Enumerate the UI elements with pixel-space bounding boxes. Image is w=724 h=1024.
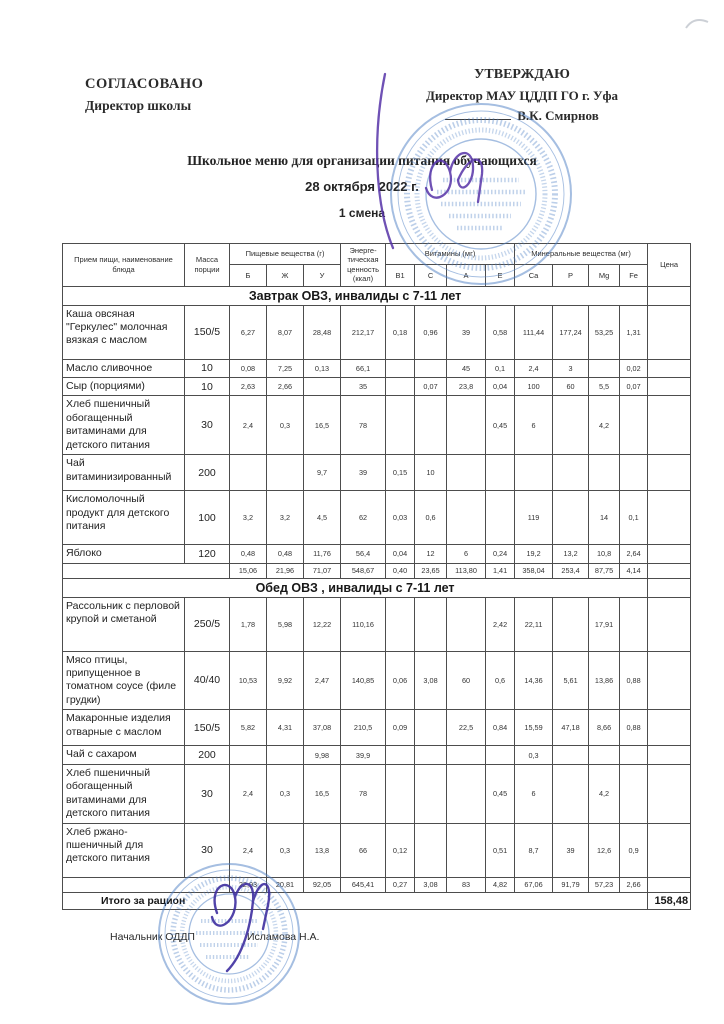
value-cell: 110,16: [341, 597, 386, 651]
value-cell: [553, 764, 589, 823]
totals-empty-cell: [63, 563, 230, 578]
approver-name: В.К. Смирнов: [517, 107, 599, 123]
totals-value-cell: 358,04: [515, 563, 553, 578]
portion-mass-cell: 30: [185, 764, 230, 823]
value-cell: 0,3: [515, 746, 553, 764]
totals-value-cell: 113,80: [447, 563, 486, 578]
value-cell: [648, 651, 691, 710]
approval-left-block: [85, 76, 203, 114]
value-cell: 0,9: [620, 823, 648, 877]
scan-artifact: [684, 14, 714, 34]
col-p: P: [553, 265, 589, 286]
value-cell: 3,2: [267, 491, 304, 545]
portion-mass-cell: 200: [185, 455, 230, 491]
menu-row: [63, 491, 691, 545]
portion-mass-cell: 40/40: [185, 651, 230, 710]
menu-row: [63, 651, 691, 710]
col-mass-header: Масса порции: [185, 244, 230, 287]
dish-name-cell: Макаронные изделия отварные с маслом: [63, 710, 185, 746]
value-cell: 4,31: [267, 710, 304, 746]
section-header-row: [63, 286, 691, 305]
value-cell: 5,98: [267, 597, 304, 651]
value-cell: [648, 746, 691, 764]
value-cell: 16,5: [304, 764, 341, 823]
value-cell: 0,45: [486, 764, 515, 823]
value-cell: 14: [589, 491, 620, 545]
value-cell: [589, 746, 620, 764]
dish-name-cell: Каша овсяная "Геркулес" молочная вязкая с маслом: [63, 305, 185, 359]
portion-mass-cell: 150/5: [185, 305, 230, 359]
school-director-label: Директор школы: [85, 98, 192, 113]
value-cell: [386, 764, 415, 823]
value-cell: [415, 764, 447, 823]
value-cell: 2,66: [267, 377, 304, 395]
price-cell: [648, 286, 691, 305]
value-cell: 0,3: [267, 396, 304, 455]
approval-right-block: [372, 64, 672, 126]
value-cell: 78: [341, 764, 386, 823]
value-cell: 0,07: [620, 377, 648, 395]
value-cell: 3: [553, 359, 589, 377]
dish-name-cell: Яблоко: [63, 545, 185, 563]
col-b1: B1: [386, 265, 415, 286]
value-cell: [648, 710, 691, 746]
grand-total-label: Итого за рацион: [63, 892, 648, 909]
portion-mass-cell: 100: [185, 491, 230, 545]
value-cell: [386, 359, 415, 377]
value-cell: [267, 455, 304, 491]
totals-value-cell: 645,41: [341, 877, 386, 892]
value-cell: 66: [341, 823, 386, 877]
signature-underline: [445, 107, 511, 120]
value-cell: [620, 764, 648, 823]
value-cell: 1,78: [230, 597, 267, 651]
col-minerals-header: Минеральные вещества (мг): [515, 244, 648, 265]
value-cell: 212,17: [341, 305, 386, 359]
value-cell: [415, 823, 447, 877]
value-cell: [386, 746, 415, 764]
portion-mass-cell: 10: [185, 377, 230, 395]
col-e: E: [486, 265, 515, 286]
value-cell: 62: [341, 491, 386, 545]
value-cell: [648, 545, 691, 563]
value-cell: 60: [447, 651, 486, 710]
menu-row: [63, 597, 691, 651]
value-cell: 5,82: [230, 710, 267, 746]
price-cell: [648, 578, 691, 597]
value-cell: 4,2: [589, 396, 620, 455]
menu-row: [63, 455, 691, 491]
document-date: 28 октября 2022 г.: [305, 179, 419, 194]
value-cell: [386, 597, 415, 651]
section-title: Завтрак ОВЗ, инвалиды с 7-11 лет: [63, 286, 648, 305]
value-cell: [553, 455, 589, 491]
menu-row: [63, 305, 691, 359]
value-cell: 6,27: [230, 305, 267, 359]
value-cell: [447, 746, 486, 764]
shift-label: 1 смена: [338, 206, 386, 220]
section-header-row: [63, 578, 691, 597]
value-cell: [620, 455, 648, 491]
value-cell: 2,47: [304, 651, 341, 710]
totals-value-cell: 23,65: [415, 563, 447, 578]
footer-signer-name: Исламова Н.А.: [247, 931, 320, 943]
value-cell: 12,6: [589, 823, 620, 877]
value-cell: 78: [341, 396, 386, 455]
value-cell: 0,04: [486, 377, 515, 395]
value-cell: [620, 746, 648, 764]
value-cell: [620, 597, 648, 651]
value-cell: 56,4: [341, 545, 386, 563]
col-carbs: У: [304, 265, 341, 286]
totals-value-cell: 21,96: [267, 563, 304, 578]
dish-name-cell: Чай витаминизированный: [63, 455, 185, 491]
value-cell: [447, 597, 486, 651]
value-cell: [447, 764, 486, 823]
value-cell: 23,8: [447, 377, 486, 395]
section-totals-row: [63, 563, 691, 578]
portion-mass-cell: 250/5: [185, 597, 230, 651]
value-cell: [447, 455, 486, 491]
value-cell: [386, 396, 415, 455]
value-cell: [447, 823, 486, 877]
value-cell: [515, 455, 553, 491]
value-cell: 39: [553, 823, 589, 877]
totals-value-cell: [648, 877, 691, 892]
totals-value-cell: 4,14: [620, 563, 648, 578]
section-title: Обед ОВЗ , инвалиды с 7-11 лет: [63, 578, 648, 597]
value-cell: [415, 359, 447, 377]
menu-row: [63, 764, 691, 823]
portion-mass-cell: 30: [185, 396, 230, 455]
totals-value-cell: 87,75: [589, 563, 620, 578]
value-cell: 0,88: [620, 710, 648, 746]
value-cell: 16,5: [304, 396, 341, 455]
portion-mass-cell: 30: [185, 823, 230, 877]
value-cell: 0,84: [486, 710, 515, 746]
totals-value-cell: 548,67: [341, 563, 386, 578]
value-cell: 66,1: [341, 359, 386, 377]
footer-position-label: Начальник ОДДП: [110, 931, 195, 943]
value-cell: 0,08: [230, 359, 267, 377]
value-cell: 45: [447, 359, 486, 377]
value-cell: 39,9: [341, 746, 386, 764]
value-cell: 9,92: [267, 651, 304, 710]
value-cell: 0,3: [267, 764, 304, 823]
value-cell: 3,2: [230, 491, 267, 545]
value-cell: 14,36: [515, 651, 553, 710]
grand-total-value: 158,48: [648, 892, 691, 909]
col-energy-header: Энерге-тическая ценность (ккал): [341, 244, 386, 287]
totals-value-cell: 57,23: [589, 877, 620, 892]
value-cell: 2,4: [230, 764, 267, 823]
totals-value-cell: 67,06: [515, 877, 553, 892]
value-cell: [648, 455, 691, 491]
value-cell: [447, 491, 486, 545]
menu-row: [63, 746, 691, 764]
value-cell: 0,3: [267, 823, 304, 877]
value-cell: 0,12: [386, 823, 415, 877]
col-a: A: [447, 265, 486, 286]
value-cell: 39: [341, 455, 386, 491]
value-cell: [648, 396, 691, 455]
menu-row: [63, 545, 691, 563]
value-cell: 28,48: [304, 305, 341, 359]
value-cell: [304, 377, 341, 395]
totals-value-cell: 0,27: [386, 877, 415, 892]
dish-name-cell: Мясо птицы, припущенное в томатном соусе (филе грудки): [63, 651, 185, 710]
value-cell: 0,1: [486, 359, 515, 377]
value-cell: 13,8: [304, 823, 341, 877]
value-cell: 12,22: [304, 597, 341, 651]
value-cell: 0,07: [415, 377, 447, 395]
value-cell: 0,51: [486, 823, 515, 877]
value-cell: 35: [341, 377, 386, 395]
value-cell: 0,88: [620, 651, 648, 710]
value-cell: [386, 377, 415, 395]
approver-title: Директор МАУ ЦДДП ГО г. Уфа: [425, 87, 619, 103]
value-cell: 6: [515, 396, 553, 455]
value-cell: 13,86: [589, 651, 620, 710]
col-fat: Ж: [267, 265, 304, 286]
col-fe: Fe: [620, 265, 648, 286]
value-cell: [486, 491, 515, 545]
value-cell: 0,04: [386, 545, 415, 563]
totals-value-cell: [648, 563, 691, 578]
value-cell: 8,7: [515, 823, 553, 877]
col-protein: Б: [230, 265, 267, 286]
value-cell: 12: [415, 545, 447, 563]
value-cell: [486, 746, 515, 764]
document-title: Школьное меню для организации питания обучающихся: [187, 153, 537, 168]
value-cell: 6: [447, 545, 486, 563]
value-cell: [486, 455, 515, 491]
value-cell: 100: [515, 377, 553, 395]
value-cell: 4,2: [589, 764, 620, 823]
dish-name-cell: Хлеб пшеничный обогащенный витаминами для детского питания: [63, 764, 185, 823]
dish-name-cell: Чай с сахаром: [63, 746, 185, 764]
totals-empty-cell: [63, 877, 230, 892]
dish-name-cell: Сыр (порциями): [63, 377, 185, 395]
value-cell: 0,48: [267, 545, 304, 563]
value-cell: [447, 396, 486, 455]
menu-table: [62, 243, 691, 910]
value-cell: 0,45: [486, 396, 515, 455]
value-cell: 39: [447, 305, 486, 359]
value-cell: 17,91: [589, 597, 620, 651]
col-c: C: [415, 265, 447, 286]
value-cell: 2,63: [230, 377, 267, 395]
totals-value-cell: 15,06: [230, 563, 267, 578]
value-cell: 3,08: [415, 651, 447, 710]
value-cell: [648, 377, 691, 395]
value-cell: 0,15: [386, 455, 415, 491]
totals-value-cell: 22,93: [230, 877, 267, 892]
value-cell: 140,85: [341, 651, 386, 710]
value-cell: 177,24: [553, 305, 589, 359]
value-cell: [415, 710, 447, 746]
value-cell: 10,53: [230, 651, 267, 710]
menu-row: [63, 377, 691, 395]
dish-name-cell: Хлеб пшеничный обогащенный витаминами для детского питания: [63, 396, 185, 455]
value-cell: [648, 823, 691, 877]
approver-signature-line: [372, 106, 672, 126]
value-cell: 2,42: [486, 597, 515, 651]
value-cell: 13,2: [553, 545, 589, 563]
value-cell: [648, 491, 691, 545]
dish-name-cell: Хлеб ржано-пшеничный для детского питания: [63, 823, 185, 877]
table-header-row-1: [63, 244, 691, 265]
value-cell: 0,58: [486, 305, 515, 359]
value-cell: [415, 396, 447, 455]
value-cell: 0,09: [386, 710, 415, 746]
value-cell: 60: [553, 377, 589, 395]
value-cell: 22,11: [515, 597, 553, 651]
value-cell: 1,31: [620, 305, 648, 359]
totals-value-cell: 3,08: [415, 877, 447, 892]
value-cell: 0,6: [415, 491, 447, 545]
value-cell: [230, 746, 267, 764]
value-cell: 210,5: [341, 710, 386, 746]
value-cell: 5,5: [589, 377, 620, 395]
grand-total-row: [63, 892, 691, 909]
totals-value-cell: 92,05: [304, 877, 341, 892]
value-cell: 22,5: [447, 710, 486, 746]
portion-mass-cell: 150/5: [185, 710, 230, 746]
menu-row: [63, 823, 691, 877]
value-cell: 0,24: [486, 545, 515, 563]
value-cell: 2,4: [230, 823, 267, 877]
value-cell: 47,18: [553, 710, 589, 746]
value-cell: 37,08: [304, 710, 341, 746]
totals-value-cell: 2,66: [620, 877, 648, 892]
value-cell: 10,8: [589, 545, 620, 563]
value-cell: 0,96: [415, 305, 447, 359]
value-cell: 0,48: [230, 545, 267, 563]
value-cell: 8,07: [267, 305, 304, 359]
value-cell: 11,76: [304, 545, 341, 563]
value-cell: 4,5: [304, 491, 341, 545]
value-cell: 111,44: [515, 305, 553, 359]
menu-row: [63, 396, 691, 455]
value-cell: 15,59: [515, 710, 553, 746]
menu-row: [63, 359, 691, 377]
dish-name-cell: Кисломолочный продукт для детского питания: [63, 491, 185, 545]
value-cell: 0,6: [486, 651, 515, 710]
totals-value-cell: 20,81: [267, 877, 304, 892]
value-cell: [589, 455, 620, 491]
value-cell: 10: [415, 455, 447, 491]
value-cell: 0,03: [386, 491, 415, 545]
totals-value-cell: 1,41: [486, 563, 515, 578]
value-cell: 9,7: [304, 455, 341, 491]
value-cell: 6: [515, 764, 553, 823]
col-ca: Ca: [515, 265, 553, 286]
totals-value-cell: 0,40: [386, 563, 415, 578]
value-cell: [648, 305, 691, 359]
value-cell: 119: [515, 491, 553, 545]
col-vitamins-header: Витамины (мг): [386, 244, 515, 265]
value-cell: 53,25: [589, 305, 620, 359]
value-cell: 5,61: [553, 651, 589, 710]
value-cell: 2,64: [620, 545, 648, 563]
dish-name-cell: Масло сливочное: [63, 359, 185, 377]
value-cell: 8,66: [589, 710, 620, 746]
value-cell: [553, 491, 589, 545]
col-price-header: Цена: [648, 244, 691, 287]
portion-mass-cell: 200: [185, 746, 230, 764]
col-dish-header: Прием пищи, наименование блюда: [63, 244, 185, 287]
totals-value-cell: 71,07: [304, 563, 341, 578]
agreed-label: СОГЛАСОВАНО: [85, 76, 204, 92]
value-cell: 0,06: [386, 651, 415, 710]
value-cell: 0,18: [386, 305, 415, 359]
portion-mass-cell: 10: [185, 359, 230, 377]
value-cell: 2,4: [515, 359, 553, 377]
value-cell: [589, 359, 620, 377]
value-cell: 9,98: [304, 746, 341, 764]
value-cell: 0,02: [620, 359, 648, 377]
value-cell: [620, 396, 648, 455]
portion-mass-cell: 120: [185, 545, 230, 563]
dish-name-cell: Рассольник с перловой крупой и сметаной: [63, 597, 185, 651]
col-nutrients-header: Пищевые вещества (г): [230, 244, 341, 265]
totals-value-cell: 4,82: [486, 877, 515, 892]
value-cell: 0,1: [620, 491, 648, 545]
value-cell: 7,25: [267, 359, 304, 377]
totals-value-cell: 91,79: [553, 877, 589, 892]
approved-label: УТВЕРЖДАЮ: [474, 67, 570, 82]
value-cell: [648, 359, 691, 377]
value-cell: [415, 597, 447, 651]
value-cell: [267, 746, 304, 764]
value-cell: [553, 746, 589, 764]
value-cell: [230, 455, 267, 491]
col-mg: Mg: [589, 265, 620, 286]
value-cell: [553, 396, 589, 455]
value-cell: [648, 764, 691, 823]
value-cell: 0,13: [304, 359, 341, 377]
totals-value-cell: 253,4: [553, 563, 589, 578]
value-cell: [553, 597, 589, 651]
menu-row: [63, 710, 691, 746]
value-cell: [648, 597, 691, 651]
value-cell: 2,4: [230, 396, 267, 455]
value-cell: [415, 746, 447, 764]
value-cell: 19,2: [515, 545, 553, 563]
totals-value-cell: 83: [447, 877, 486, 892]
section-totals-row: [63, 877, 691, 892]
